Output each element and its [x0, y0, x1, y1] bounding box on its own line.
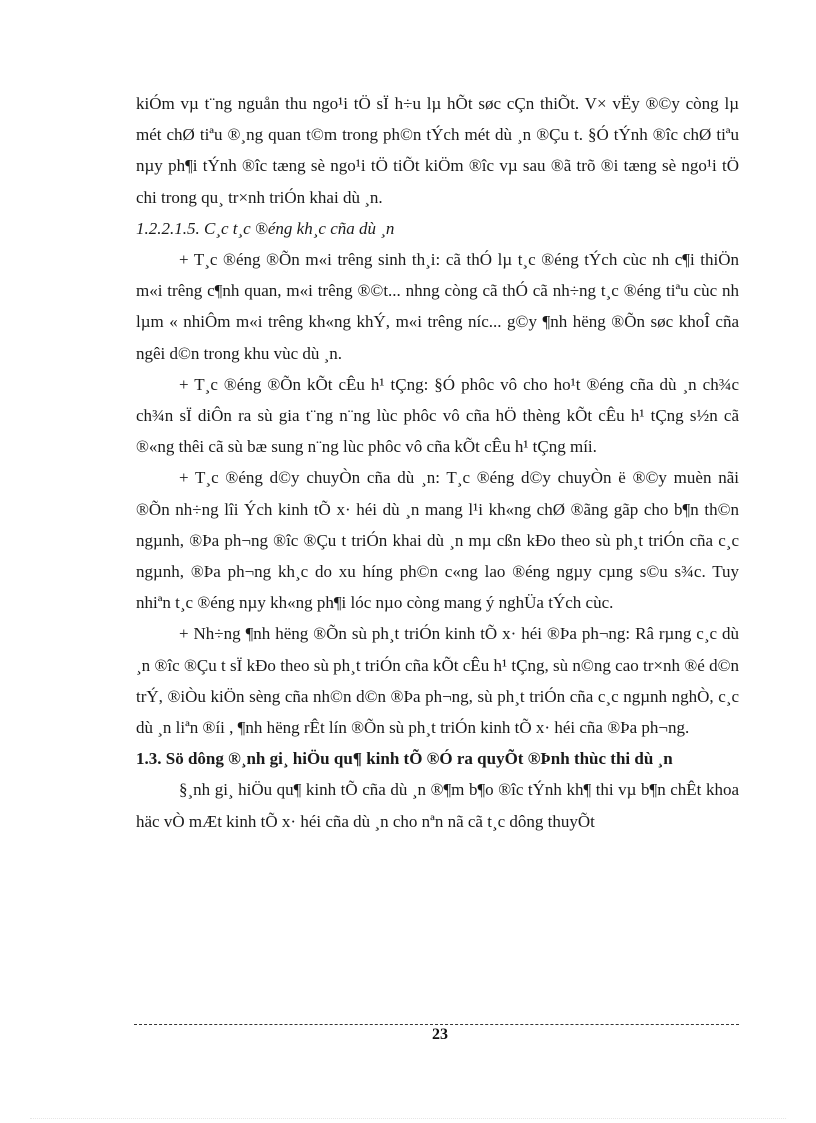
body-text — [136, 88, 739, 837]
page-number: 23 — [432, 1026, 448, 1043]
section-heading: 1.3. Sö dông ®¸nh gi¸ hiÖu qu¶ kinh tÕ ®Ó ra quyÕt ®Þnh thùc thi dù ¸n — [136, 749, 673, 769]
footer-divider — [134, 1024, 739, 1025]
paragraph-evaluation: §¸nh gi¸ hiÖu qu¶ kinh tÕ cña dù ¸n ®¶m b¶o ®îc tÝnh kh¶ thi vµ b¶n chÊt khoa häc vÒ mÆt kinh tÕ x· héi cña dù ¸n cho nªn nã cã t¸c dông thuyÕt — [136, 780, 739, 831]
paragraph-infrastructure-impact: + T¸c ®éng ®Õn kÕt cÊu h¹ tÇng: §Ó phôc vô cho ho¹t ®éng cña dù ¸n ch¾c ch¾n sÏ diÔn ra sù gia t¨ng n¨ng lùc phôc vô cña hÖ thèng kÕt cÊu h¹ tÇng s½n cã ®«ng thêi cã sù bæ sung n¨ng lùc phôc vô cña kÕt cÊu h¹ tÇng míi. — [136, 374, 739, 457]
subsection-heading: 1.2.2.1.5. C¸c t¸c ®éng kh¸c cña dù ¸n — [136, 218, 395, 238]
page-bottom-border — [30, 1118, 786, 1119]
paragraph-local-development-impact: + Nh÷ng ¶nh hëng ®Õn sù ph¸t triÓn kinh tÕ x· héi ®Þa ph¬ng: Râ rµng c¸c dù ¸n ®îc ®Çu t sÏ kÐo theo sù ph¸t triÓn cña kÕt cÊu h¹ tÇng, sù n©ng cao tr×nh ®é d©n trÝ, ®iÒu kiÖn sèng cña nh©n d©n ®Þa ph¬ng, sù ph¸t triÓn cña c¸c ngµnh nghÒ, c¸c dù ¸n liªn ®íi , ¶nh hëng rÊt lín ®Õn sù ph¸t triÓn kinh tÕ x· héi cña ®Þa ph¬ng. — [136, 624, 739, 738]
paragraph-environment-impact: + T¸c ®éng ®Õn m«i trêng sinh th¸i: cã thÓ lµ t¸c ®éng tÝch cùc nh c¶i thiÖn m«i trêng c¶nh quan, m«i trêng ®©t... nhng còng cã thÓ cã nh÷ng t¸c ®éng tiªu cùc nh lµm « nhiÔm m«i trêng kh«ng khÝ, m«i trêng níc... g©y ¶nh hëng ®Õn søc khoÎ cña ngêi d©n trong khu vùc dù ¸n. — [136, 250, 739, 363]
paragraph-continuation: kiÓm vµ t¨ng nguån thu ngo¹i tÖ sÏ h÷u lµ hÕt søc cÇn thiÕt. V× vËy ®©y còng lµ mét chØ tiªu ®¸ng quan t©m trong ph©n tÝch mét dù ¸n ®Çu t. §Ó tÝnh ®îc chØ tiªu nµy ph¶i tÝnh ®îc tæng sè ngo¹i tÖ tiÕt kiÖm ®îc vµ sau ®ã trõ ®i tæng sè ngo¹i tÖ chi trong qu¸ tr×nh triÓn khai dù ¸n. — [136, 94, 739, 207]
paragraph-chain-impact: + T¸c ®éng d©y chuyÒn cña dù ¸n: T¸c ®éng d©y chuyÒn ë ®©y muèn nãi ®Õn nh÷ng lîi Ých kinh tÕ x· héi dù ¸n mang l¹i kh«ng chØ ®ãng gãp cho b¶n th©n ngµnh, ®Þa ph¬ng ®îc ®Çu t triÓn khai dù ¸n mµ cßn kÐo theo sù ph¸t triÓn cña c¸c ngµnh, ®Þa ph¬ng kh¸c do xu híng ph©n c«ng lao ®éng ngµy cµng s©u s¾c. Tuy nhiªn t¸c ®éng nµy kh«ng ph¶i lóc nµo còng mang ý nghÜa tÝch cùc. — [136, 468, 739, 613]
